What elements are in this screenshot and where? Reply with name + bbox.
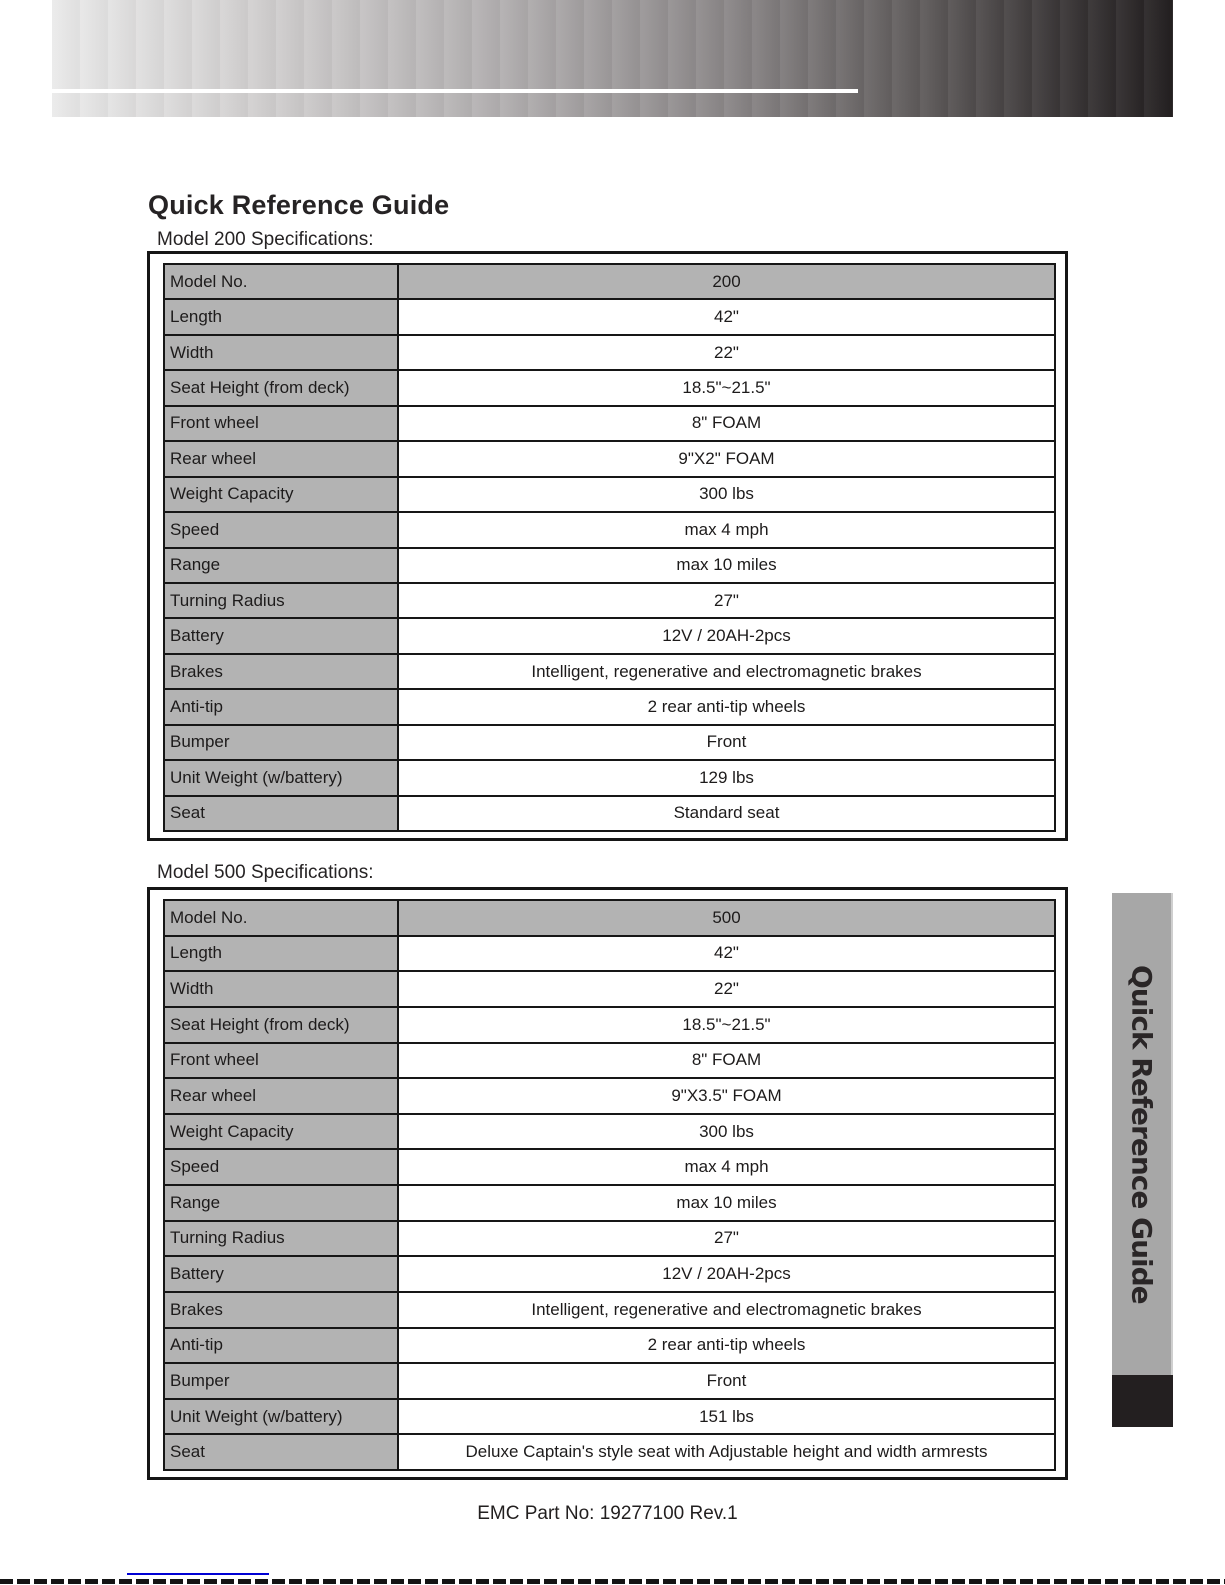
spec-label-cell: Length bbox=[164, 936, 398, 972]
spec-row bbox=[164, 1149, 1055, 1185]
model-200-spec-table bbox=[163, 263, 1056, 832]
header-white-rule bbox=[52, 89, 858, 93]
spec-value-cell: Intelligent, regenerative and electromagnetic brakes bbox=[398, 654, 1055, 689]
spec-value-cell: Deluxe Captain's style seat with Adjustable height and width armrests bbox=[398, 1434, 1055, 1470]
spec-value-cell: 2 rear anti-tip wheels bbox=[398, 1328, 1055, 1364]
model-200-table-frame bbox=[147, 251, 1068, 841]
spec-row bbox=[164, 971, 1055, 1007]
header-gradient-bar bbox=[52, 0, 1173, 117]
spec-row bbox=[164, 1043, 1055, 1079]
spec-value-cell: 27" bbox=[398, 583, 1055, 618]
spec-label-cell: Rear wheel bbox=[164, 1078, 398, 1114]
spec-row bbox=[164, 1363, 1055, 1399]
spec-value-cell: 22" bbox=[398, 335, 1055, 370]
spec-label-cell: Unit Weight (w/battery) bbox=[164, 760, 398, 795]
spec-label-cell: Seat Height (from deck) bbox=[164, 1007, 398, 1043]
spec-value-cell: Intelligent, regenerative and electromagnetic brakes bbox=[398, 1292, 1055, 1328]
spec-label-cell: Unit Weight (w/battery) bbox=[164, 1399, 398, 1435]
spec-row bbox=[164, 689, 1055, 724]
spec-label-cell: Weight Capacity bbox=[164, 1114, 398, 1150]
spec-row bbox=[164, 370, 1055, 405]
spec-label-cell: Width bbox=[164, 971, 398, 1007]
spec-row bbox=[164, 1434, 1055, 1470]
footer-blue-line bbox=[127, 1573, 269, 1575]
spec-row bbox=[164, 1078, 1055, 1114]
spec-value-cell: 18.5"~21.5" bbox=[398, 1007, 1055, 1043]
spec-label-cell: Turning Radius bbox=[164, 1221, 398, 1257]
spec-value-cell: 200 bbox=[398, 264, 1055, 299]
spec-value-cell: 8" FOAM bbox=[398, 406, 1055, 441]
spec-label-cell: Range bbox=[164, 548, 398, 583]
spec-value-cell: 12V / 20AH-2pcs bbox=[398, 618, 1055, 653]
spec-value-cell: 27" bbox=[398, 1221, 1055, 1257]
spec-row bbox=[164, 583, 1055, 618]
spec-row bbox=[164, 335, 1055, 370]
spec-row bbox=[164, 654, 1055, 689]
spec-label-cell: Battery bbox=[164, 1256, 398, 1292]
spec-row bbox=[164, 725, 1055, 760]
spec-label-cell: Model No. bbox=[164, 264, 398, 299]
spec-label-cell: Anti-tip bbox=[164, 689, 398, 724]
spec-value-cell: 42" bbox=[398, 299, 1055, 334]
spec-value-cell: 9"X2" FOAM bbox=[398, 441, 1055, 476]
spec-value-cell: 300 lbs bbox=[398, 1114, 1055, 1150]
spec-row bbox=[164, 1114, 1055, 1150]
spec-label-cell: Speed bbox=[164, 1149, 398, 1185]
spec-value-cell: 2 rear anti-tip wheels bbox=[398, 689, 1055, 724]
bottom-dashed-edge bbox=[0, 1579, 1225, 1584]
page-title: Quick Reference Guide bbox=[148, 190, 450, 220]
spec-label-cell: Bumper bbox=[164, 725, 398, 760]
spec-row bbox=[164, 1221, 1055, 1257]
spec-label-cell: Model No. bbox=[164, 900, 398, 936]
spec-value-cell: max 10 miles bbox=[398, 548, 1055, 583]
spec-label-cell: Turning Radius bbox=[164, 583, 398, 618]
spec-value-cell: 9"X3.5" FOAM bbox=[398, 1078, 1055, 1114]
spec-label-cell: Length bbox=[164, 299, 398, 334]
spec-row bbox=[164, 406, 1055, 441]
spec-row bbox=[164, 264, 1055, 299]
spec-label-cell: Seat bbox=[164, 796, 398, 831]
section-heading-model-500: Model 500 Specifications: bbox=[157, 862, 374, 883]
model-500-table-frame bbox=[147, 887, 1068, 1480]
spec-label-cell: Rear wheel bbox=[164, 441, 398, 476]
spec-value-cell: 129 lbs bbox=[398, 760, 1055, 795]
spec-row bbox=[164, 1328, 1055, 1364]
spec-row bbox=[164, 900, 1055, 936]
section-heading-model-200: Model 200 Specifications: bbox=[157, 229, 374, 250]
spec-label-cell: Seat Height (from deck) bbox=[164, 370, 398, 405]
spec-label-cell: Speed bbox=[164, 512, 398, 547]
spec-value-cell: max 4 mph bbox=[398, 512, 1055, 547]
spec-row bbox=[164, 936, 1055, 972]
spec-value-cell: 18.5"~21.5" bbox=[398, 370, 1055, 405]
spec-label-cell: Battery bbox=[164, 618, 398, 653]
spec-label-cell: Weight Capacity bbox=[164, 477, 398, 512]
spec-row bbox=[164, 1007, 1055, 1043]
spec-value-cell: 300 lbs bbox=[398, 477, 1055, 512]
spec-row bbox=[164, 796, 1055, 831]
spec-label-cell: Brakes bbox=[164, 654, 398, 689]
spec-value-cell: 22" bbox=[398, 971, 1055, 1007]
spec-row bbox=[164, 299, 1055, 334]
spec-label-cell: Width bbox=[164, 335, 398, 370]
spec-value-cell: Front bbox=[398, 1363, 1055, 1399]
spec-row bbox=[164, 512, 1055, 547]
spec-label-cell: Bumper bbox=[164, 1363, 398, 1399]
spec-row bbox=[164, 548, 1055, 583]
spec-value-cell: 12V / 20AH-2pcs bbox=[398, 1256, 1055, 1292]
spec-label-cell: Range bbox=[164, 1185, 398, 1221]
spec-row bbox=[164, 1185, 1055, 1221]
model-500-spec-table bbox=[163, 899, 1056, 1471]
spec-label-cell: Front wheel bbox=[164, 1043, 398, 1079]
spec-row bbox=[164, 1256, 1055, 1292]
spec-row bbox=[164, 1292, 1055, 1328]
side-tab-quick-reference-guide bbox=[1112, 893, 1173, 1375]
spec-value-cell: Front bbox=[398, 725, 1055, 760]
spec-value-cell: max 10 miles bbox=[398, 1185, 1055, 1221]
spec-label-cell: Anti-tip bbox=[164, 1328, 398, 1364]
spec-row bbox=[164, 477, 1055, 512]
spec-row bbox=[164, 760, 1055, 795]
spec-row bbox=[164, 618, 1055, 653]
spec-label-cell: Front wheel bbox=[164, 406, 398, 441]
spec-value-cell: 42" bbox=[398, 936, 1055, 972]
side-tab-label: Quick Reference Guide bbox=[1125, 964, 1158, 1304]
spec-value-cell: 151 lbs bbox=[398, 1399, 1055, 1435]
spec-value-cell: 8" FOAM bbox=[398, 1043, 1055, 1079]
spec-row bbox=[164, 441, 1055, 476]
spec-label-cell: Seat bbox=[164, 1434, 398, 1470]
side-tab-black-block bbox=[1112, 1375, 1173, 1427]
spec-row bbox=[164, 1399, 1055, 1435]
footer-part-number: EMC Part No: 19277100 Rev.1 bbox=[477, 1503, 738, 1524]
spec-label-cell: Brakes bbox=[164, 1292, 398, 1328]
spec-value-cell: 500 bbox=[398, 900, 1055, 936]
spec-value-cell: Standard seat bbox=[398, 796, 1055, 831]
spec-value-cell: max 4 mph bbox=[398, 1149, 1055, 1185]
